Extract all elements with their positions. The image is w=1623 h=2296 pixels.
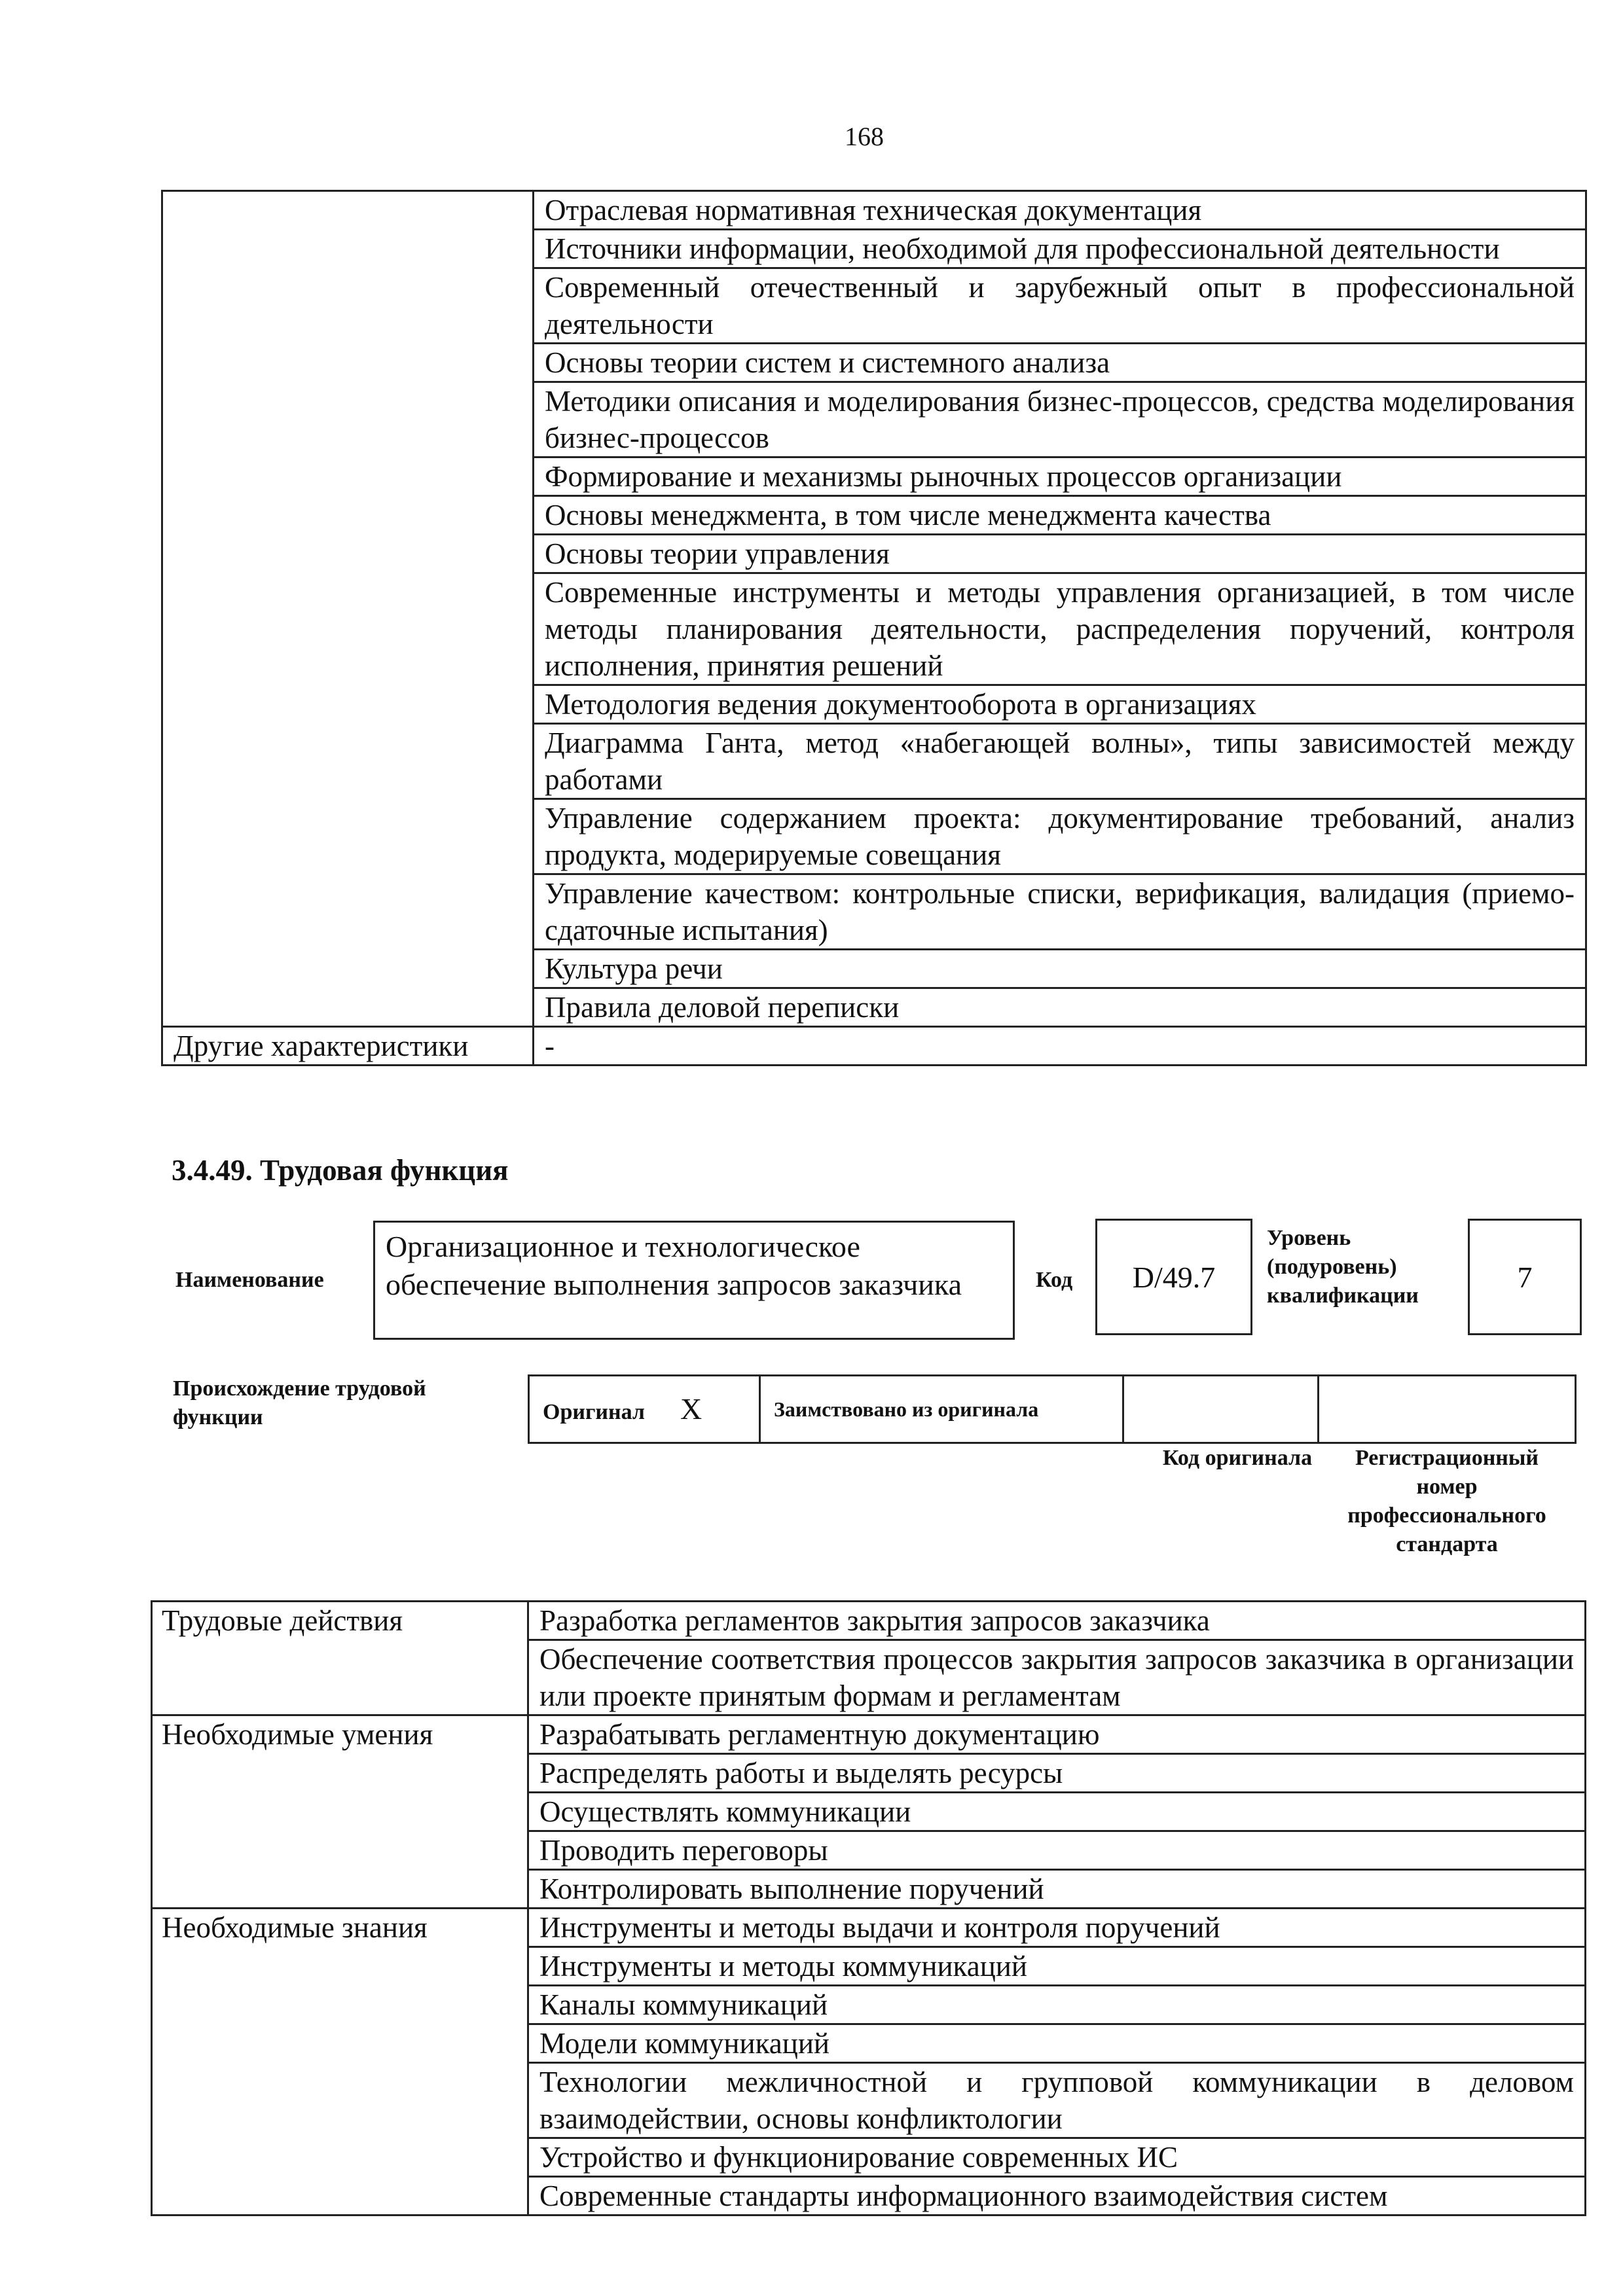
origin-original-cell [529, 1376, 760, 1443]
knowledge-item: Основы теории управления [534, 535, 1586, 573]
section-item: Распределять работы и выделять ресурсы [528, 1754, 1586, 1793]
table-row [152, 1715, 1586, 1754]
section-item: Разработка регламентов закрытия запросов заказчика [528, 1602, 1586, 1640]
knowledge-item: Диаграмма Ганта, метод «набегающей волны», типы зависимостей между работами [534, 724, 1586, 799]
table-row [152, 1602, 1586, 1640]
section-item: Каналы коммуникаций [528, 1986, 1586, 2024]
knowledge-item: Правила деловой переписки [534, 988, 1586, 1027]
knowledge-item: Управление содержанием проекта: документирование требований, анализ продукта, модерируемые совещания [534, 799, 1586, 874]
section-item: Современные стандарты информационного взаимодействия систем [528, 2177, 1586, 2215]
section-item: Технологии межличностной и групповой коммуникации в деловом взаимодействии, основы конфликтологии [528, 2063, 1586, 2138]
knowledge-item: Современный отечественный и зарубежный опыт в профессиональной деятельности [534, 268, 1586, 344]
name-label: Наименование [175, 1268, 324, 1292]
code-label: Код [1036, 1268, 1073, 1292]
other-characteristics-label: Другие характеристики [162, 1027, 534, 1066]
section-item: Устройство и функционирование современных ИС [528, 2138, 1586, 2177]
borrowed-label: Заимствовано из оригинала [774, 1397, 1039, 1421]
section-item: Обеспечение соответствия процессов закрытия запросов заказчика в организации или проекте принятым формам и регламентам [528, 1640, 1586, 1715]
labor-function-table [151, 1600, 1586, 2216]
section-item: Осуществлять коммуникации [528, 1793, 1586, 1831]
knowledge-item: Управление качеством: контрольные списки, верификация, валидация (приемо-сдаточные испытания) [534, 874, 1586, 950]
origin-reg-number-cell [1319, 1376, 1576, 1443]
origin-table [528, 1374, 1577, 1444]
row-label-cell [162, 191, 534, 1027]
knowledge-item: Формирование и механизмы рыночных процессов организации [534, 457, 1586, 496]
knowledge-item: Методики описания и моделирования бизнес-процессов, средства моделирования бизнес-процессов [534, 382, 1586, 457]
knowledge-table-continued [161, 190, 1587, 1066]
level-label: Уровень (подуровень) квалификации [1267, 1226, 1419, 1308]
name-value-box: Организационное и технологическое обеспечение выполнения запросов заказчика [373, 1221, 1015, 1340]
reg-number-caption: Регистрационный номер профессионального стандарта [1347, 1446, 1546, 1556]
knowledge-item: Современные инструменты и методы управления организацией, в том числе методы планирования деятельности, распределения поручений, контроля исполнения, принятия решений [534, 573, 1586, 685]
original-label: Оригинал [543, 1400, 645, 1424]
section-item: Инструменты и методы выдачи и контроля поручений [528, 1909, 1586, 1947]
other-characteristics-value: - [534, 1027, 1586, 1066]
table-row [162, 191, 1586, 230]
section-item: Проводить переговоры [528, 1831, 1586, 1870]
knowledge-item: Отраслевая нормативная техническая документация [534, 191, 1586, 230]
knowledge-item: Источники информации, необходимой для профессиональной деятельности [534, 230, 1586, 268]
code-value-box: D/49.7 [1095, 1219, 1252, 1335]
section-item: Контролировать выполнение поручений [528, 1870, 1586, 1909]
section-label: Трудовые действия [152, 1602, 528, 1715]
level-value-box: 7 [1468, 1219, 1582, 1335]
origin-code-cell [1123, 1376, 1319, 1443]
table-row [152, 1909, 1586, 1947]
section-item: Инструменты и методы коммуникаций [528, 1947, 1586, 1986]
section-item: Модели коммуникаций [528, 2024, 1586, 2063]
origin-label: Происхождение трудовой функции [173, 1376, 426, 1429]
knowledge-item: Методология ведения документооборота в организациях [534, 685, 1586, 724]
code-original-caption: Код оригинала [1162, 1446, 1313, 1470]
section-item: Разрабатывать регламентную документацию [528, 1715, 1586, 1754]
knowledge-item: Основы теории систем и системного анализа [534, 344, 1586, 382]
original-mark: X [680, 1392, 702, 1426]
knowledge-item: Культура речи [534, 950, 1586, 988]
page-number: 168 [845, 122, 884, 151]
section-title: 3.4.49. Трудовая функция [172, 1154, 509, 1187]
section-label: Необходимые знания [152, 1909, 528, 2215]
knowledge-item: Основы менеджмента, в том числе менеджмента качества [534, 496, 1586, 535]
section-label: Необходимые умения [152, 1715, 528, 1909]
table-row [162, 1027, 1586, 1066]
origin-borrowed-cell [760, 1376, 1123, 1443]
